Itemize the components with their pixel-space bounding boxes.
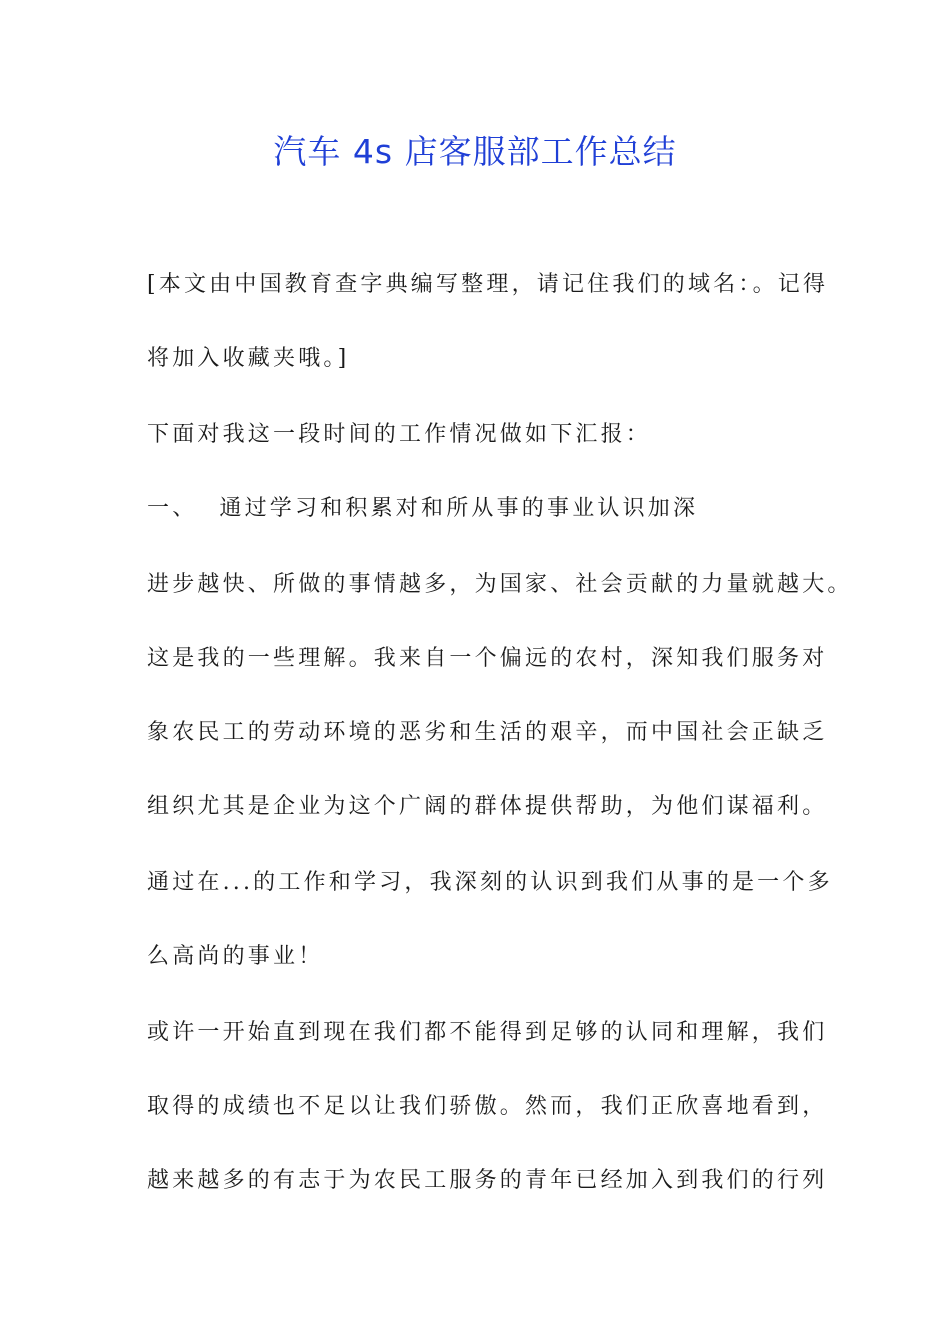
- paragraph-line: 通过在...的工作和学习，我深刻的认识到我们从事的是一个多: [147, 870, 833, 895]
- section-number: 一、: [147, 496, 198, 521]
- paragraph-line: [本文由中国教育查字典编写整理，请记住我们的域名：。记得: [147, 272, 829, 297]
- paragraph-line: 么高尚的事业！: [147, 944, 324, 969]
- paragraph-line: 这是我的一些理解。我来自一个偏远的农村，深知我们服务对: [147, 646, 828, 671]
- paragraph-line: 进步越快、所做的事情越多，为国家、社会贡献的力量就越大。: [147, 572, 853, 597]
- section-heading: [147, 494, 827, 524]
- document-title: 汽车 4s 店客服部工作总结: [273, 132, 677, 171]
- paragraph-line: 越来越多的有志于为农民工服务的青年已经加入到我们的行列: [147, 1168, 828, 1193]
- paragraph-line: 将加入收藏夹哦。]: [147, 346, 350, 371]
- paragraph-line: 下面对我这一段时间的工作情况做如下汇报：: [147, 422, 652, 447]
- paragraph-line: 象农民工的劳动环境的恶劣和生活的艰辛，而中国社会正缺乏: [147, 720, 828, 745]
- section-heading-text: 通过学习和积累对和所从事的事业认识加深: [219, 496, 699, 521]
- paragraph-line: 组织尤其是企业为这个广阔的群体提供帮助，为他们谋福利。: [147, 794, 828, 819]
- paragraph-line: 取得的成绩也不足以让我们骄傲。然而，我们正欣喜地看到，: [147, 1094, 828, 1119]
- paragraph-line: 或许一开始直到现在我们都不能得到足够的认同和理解，我们: [147, 1020, 828, 1045]
